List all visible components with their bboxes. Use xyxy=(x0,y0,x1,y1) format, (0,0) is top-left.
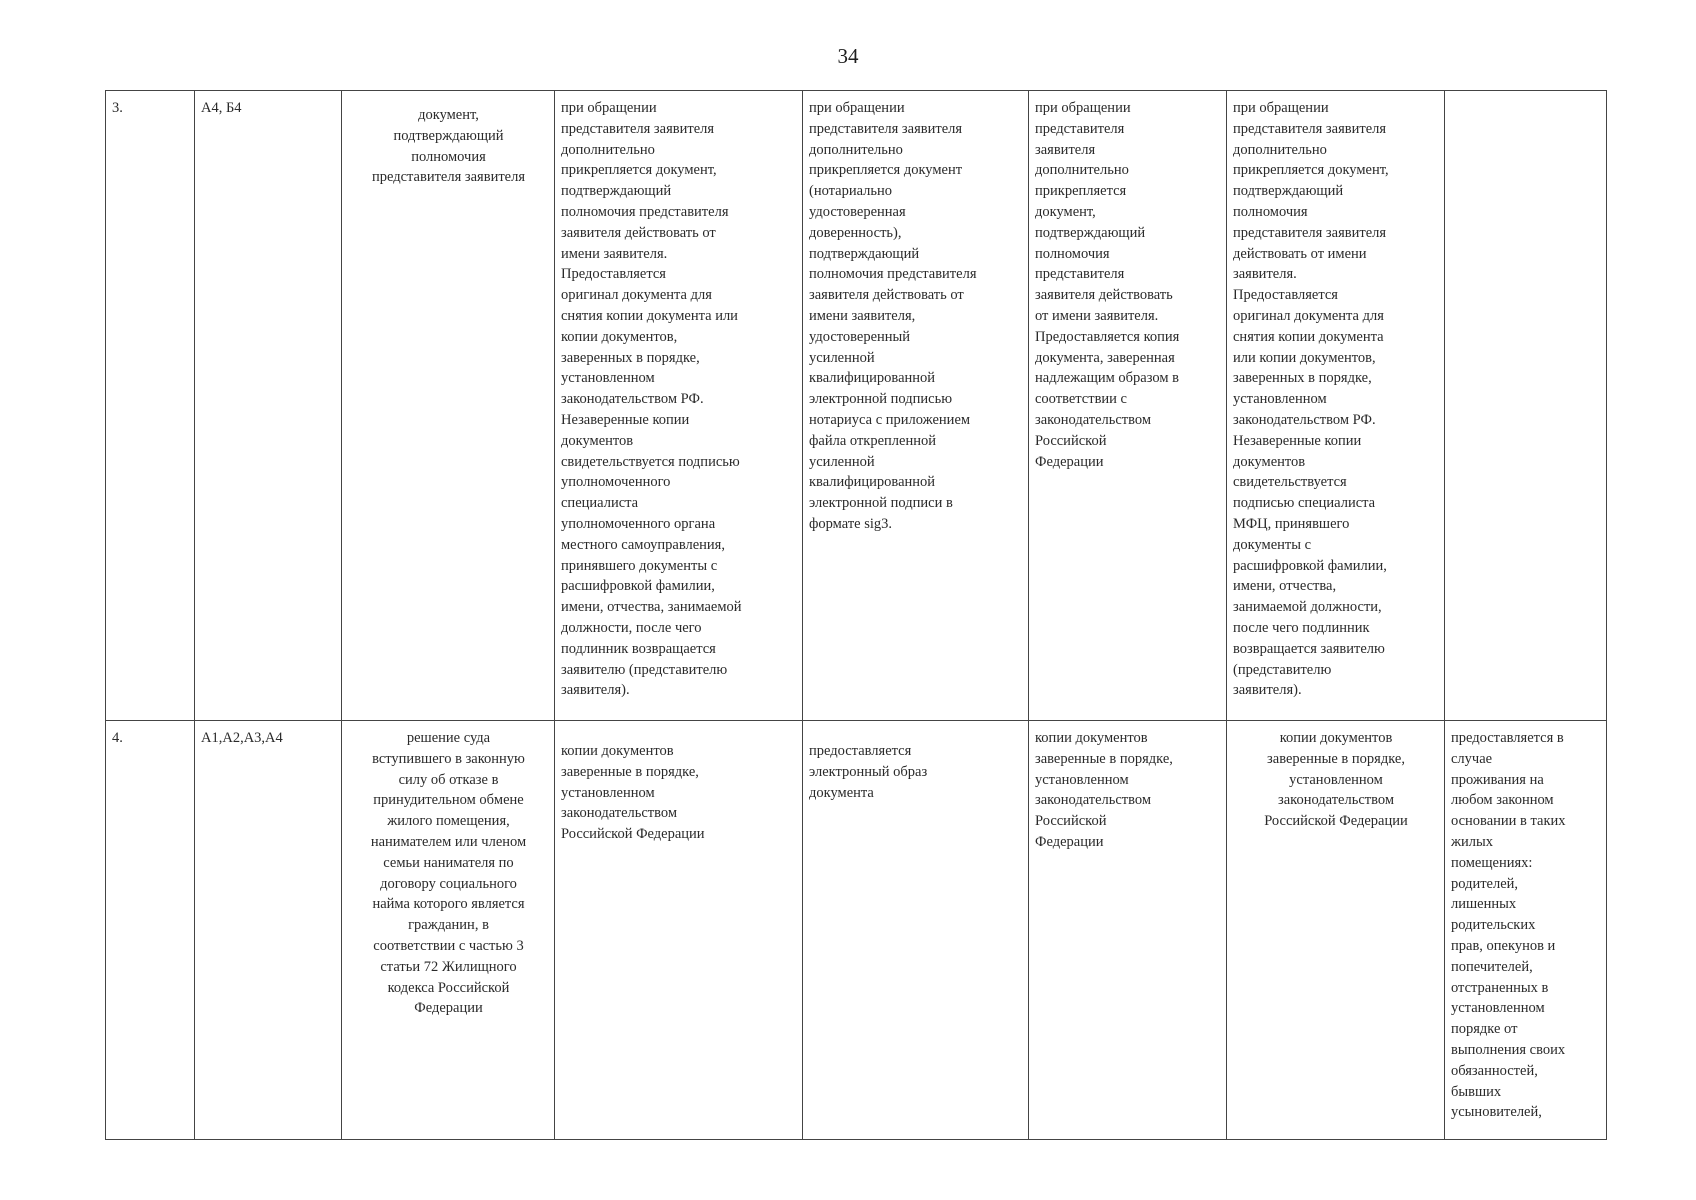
row-4-number: 4. xyxy=(105,720,195,1140)
row-3-document-name: документ, подтверждающий полномочия представителя заявителя xyxy=(342,90,555,720)
row-4-col8: предоставляется в случае проживания на любом законном основании в таких жилых помещениях: родителей, лишенных родительских прав, опекунов и попечителей, отстраненных в установленном порядке от выполнения своих обязанностей, бывших усыновителей, xyxy=(1445,720,1607,1140)
row-3-col6: при обращении представителя заявителя дополнительно прикрепляется документ, подтверждающий полномочия представителя заявителя действовать от имени заявителя. Предоставляется копия документа, заверенная надлежащим образом в соответствии с законодательством Российской Федерации xyxy=(1029,90,1227,720)
row-3-col5: при обращении представителя заявителя дополнительно прикрепляется документ (нотариально удостоверенная доверенность), подтверждающий полномочия представителя заявителя действовать от имени заявителя, удостоверенный усиленной квалифицированной электронной подписью нотариуса с приложением файла открепленной усиленной квалифицированной электронной подписи в формате sig3. xyxy=(803,90,1029,720)
row-4-col4: копии документов заверенные в порядке, установленном законодательством Российской Федерации xyxy=(555,720,803,1140)
page-number: 34 xyxy=(837,44,859,68)
row-3-codes: А4, Б4 xyxy=(195,90,342,720)
row-4-col7: копии документов заверенные в порядке, установленном законодательством Российской Федерации xyxy=(1227,720,1445,1140)
row-3-col4: при обращении представителя заявителя дополнительно прикрепляется документ, подтверждающий полномочия представителя заявителя действовать от имени заявителя. Предоставляется оригинал документа для снятия копии документа или копии документов, заверенных в порядке, установленном законодательством РФ. Незаверенные копии документов свидетельствуется подписью уполномоченного специалиста уполномоченного органа местного самоуправления, принявшего документы с расшифровкой фамилии, имени, отчества, занимаемой должности, после чего подлинник возвращается заявителю (представителю заявителя). xyxy=(555,90,803,720)
row-4-col6: копии документов заверенные в порядке, установленном законодательством Российской Федерации xyxy=(1029,720,1227,1140)
row-3-col8 xyxy=(1445,90,1607,720)
row-3-col7: при обращении представителя заявителя дополнительно прикрепляется документ, подтверждающий полномочия представителя заявителя действовать от имени заявителя. Предоставляется оригинал документа для снятия копии документа или копии документов, заверенных в порядке, установленном законодательством РФ. Незаверенные копии документов свидетельствуется подписью специалиста МФЦ, принявшего документы с расшифровкой фамилии, имени, отчества, занимаемой должности, после чего подлинник возвращается заявителю (представителю заявителя). xyxy=(1227,90,1445,720)
row-4-codes: А1,А2,А3,А4 xyxy=(195,720,342,1140)
row-4-col5: предоставляется электронный образ документа xyxy=(803,720,1029,1140)
row-4-document-name: решение суда вступившего в законную силу об отказе в принудительном обмене жилого помещения, нанимателем или членом семьи нанимателя по договору социального найма которого является гражданин, в соответствии с частью 3 статьи 72 Жилищного кодекса Российской Федерации xyxy=(342,720,555,1140)
row-3-number: 3. xyxy=(105,90,195,720)
documents-table xyxy=(105,90,1607,1140)
